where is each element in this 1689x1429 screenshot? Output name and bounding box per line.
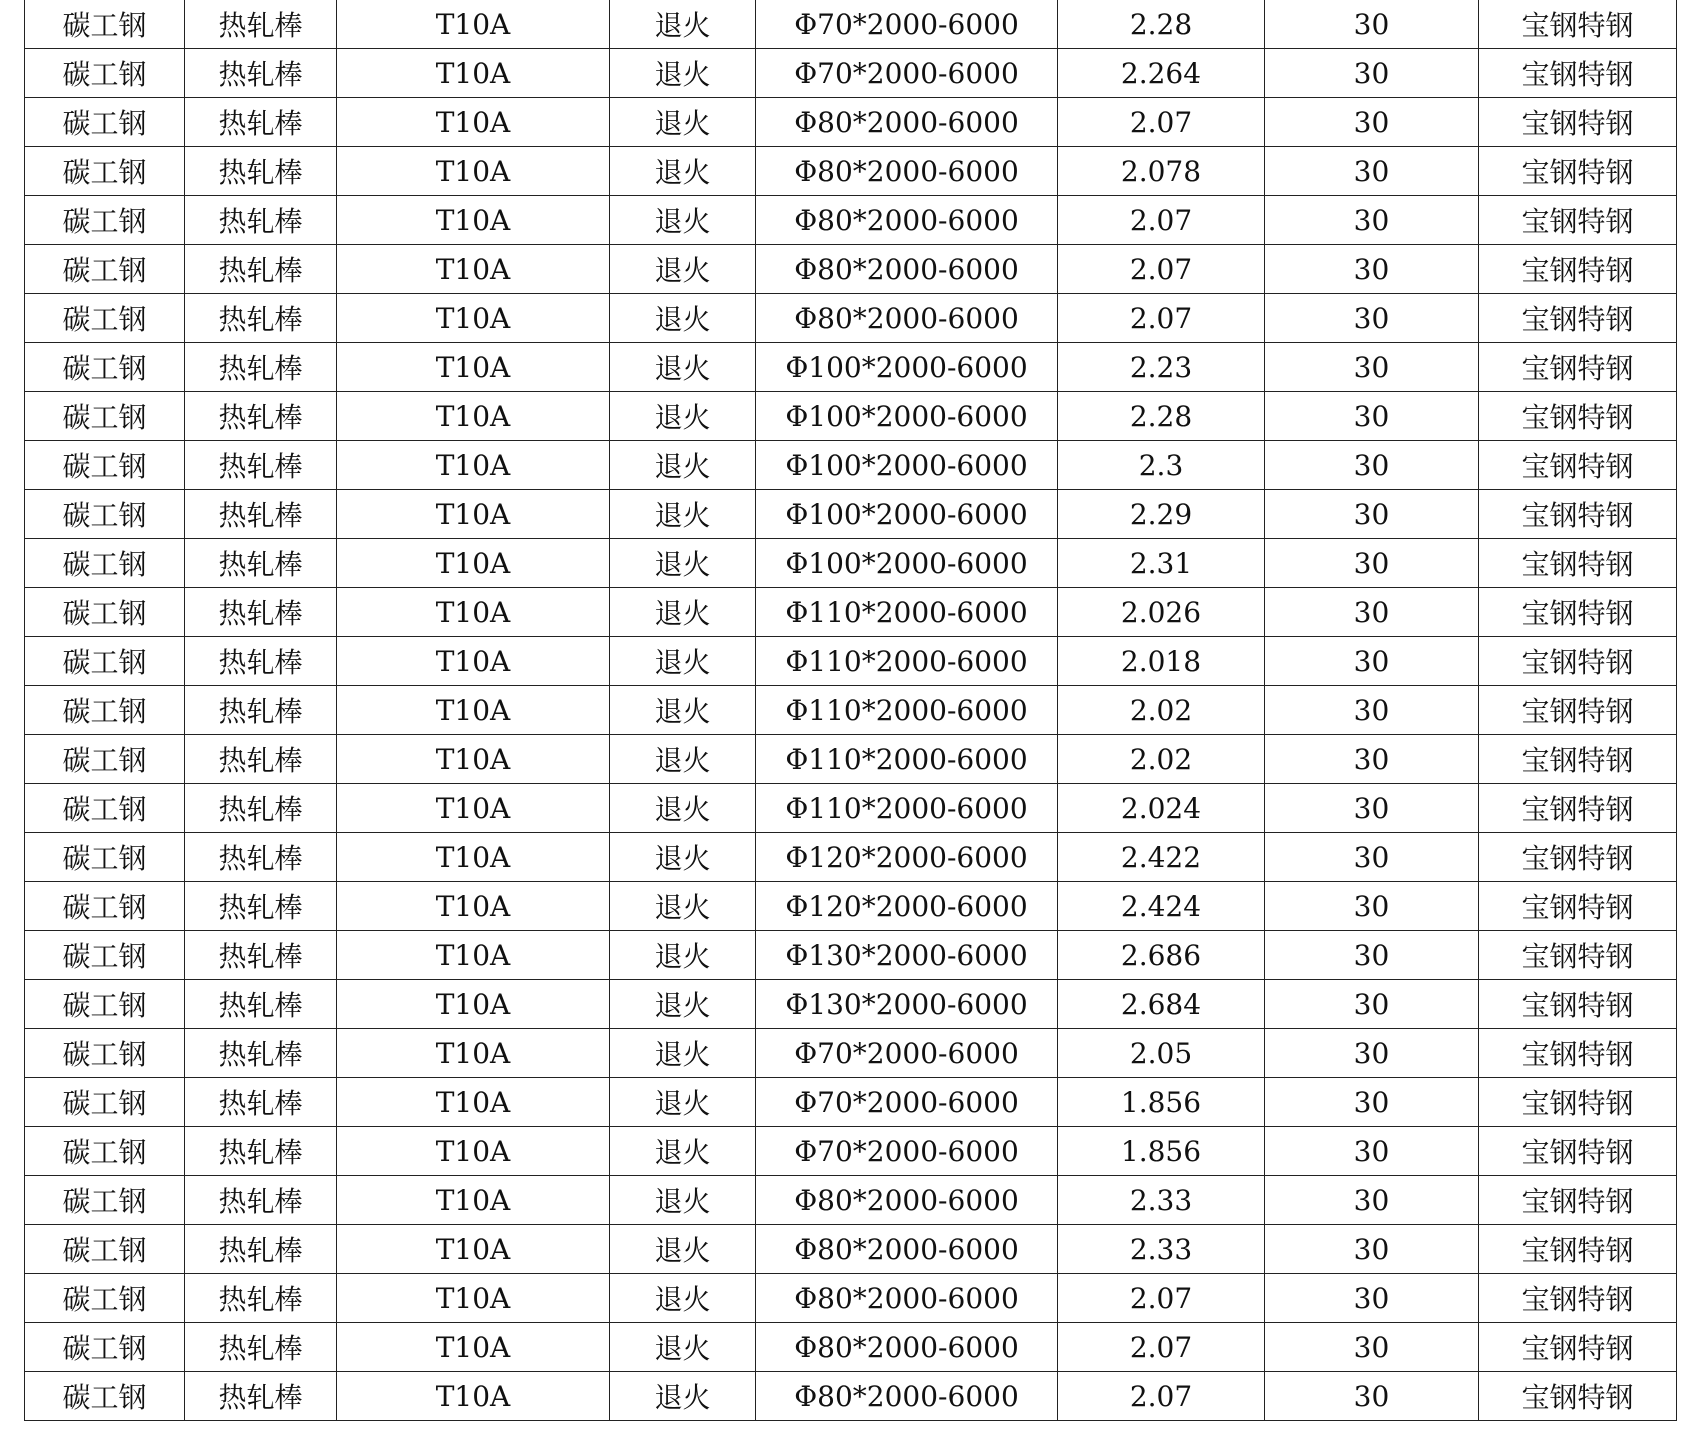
cell-form[interactable]: 热轧棒: [185, 490, 337, 539]
cell-maker[interactable]: 宝钢特钢: [1479, 931, 1677, 980]
cell-value[interactable]: 2.07: [1058, 1323, 1265, 1372]
cell-form[interactable]: 热轧棒: [185, 392, 337, 441]
cell-category[interactable]: 碳工钢: [25, 1127, 185, 1176]
cell-spec[interactable]: Φ80*2000-6000: [756, 196, 1058, 245]
cell-value[interactable]: 2.33: [1058, 1225, 1265, 1274]
cell-form[interactable]: 热轧棒: [185, 1323, 337, 1372]
cell-qty[interactable]: 30: [1265, 343, 1479, 392]
table-row: [25, 1274, 1677, 1323]
cell-grade[interactable]: T10A: [337, 1127, 610, 1176]
cell-spec[interactable]: Φ120*2000-6000: [756, 882, 1058, 931]
cell-treatment[interactable]: 退火: [610, 833, 756, 882]
cell-treatment[interactable]: 退火: [610, 686, 756, 735]
table-row: [25, 637, 1677, 686]
cell-maker[interactable]: 宝钢特钢: [1479, 784, 1677, 833]
cell-value[interactable]: 2.07: [1058, 196, 1265, 245]
cell-grade[interactable]: T10A: [337, 1274, 610, 1323]
cell-maker[interactable]: 宝钢特钢: [1479, 1127, 1677, 1176]
cell-qty[interactable]: 30: [1265, 539, 1479, 588]
cell-category[interactable]: 碳工钢: [25, 539, 185, 588]
cell-spec[interactable]: Φ100*2000-6000: [756, 441, 1058, 490]
cell-category[interactable]: 碳工钢: [25, 1372, 185, 1421]
cell-maker[interactable]: 宝钢特钢: [1479, 735, 1677, 784]
cell-spec[interactable]: Φ130*2000-6000: [756, 980, 1058, 1029]
cell-value[interactable]: 2.28: [1058, 0, 1265, 49]
cell-maker[interactable]: 宝钢特钢: [1479, 637, 1677, 686]
cell-treatment[interactable]: 退火: [610, 245, 756, 294]
cell-form[interactable]: 热轧棒: [185, 294, 337, 343]
cell-value[interactable]: 2.07: [1058, 98, 1265, 147]
table-row: [25, 539, 1677, 588]
table-row: [25, 441, 1677, 490]
cell-qty[interactable]: 30: [1265, 0, 1479, 49]
cell-spec[interactable]: Φ110*2000-6000: [756, 588, 1058, 637]
cell-grade[interactable]: T10A: [337, 1029, 610, 1078]
cell-maker[interactable]: 宝钢特钢: [1479, 1323, 1677, 1372]
cell-treatment[interactable]: 退火: [610, 294, 756, 343]
cell-treatment[interactable]: 退火: [610, 1274, 756, 1323]
cell-value[interactable]: 2.07: [1058, 245, 1265, 294]
table-row: [25, 1127, 1677, 1176]
table-row: [25, 1323, 1677, 1372]
cell-category[interactable]: 碳工钢: [25, 1176, 185, 1225]
cell-category[interactable]: 碳工钢: [25, 196, 185, 245]
table-row: [25, 1029, 1677, 1078]
table-row: [25, 1176, 1677, 1225]
table-row: [25, 931, 1677, 980]
table-row: [25, 0, 1677, 49]
cell-form[interactable]: 热轧棒: [185, 637, 337, 686]
cell-maker[interactable]: 宝钢特钢: [1479, 147, 1677, 196]
table-row: [25, 588, 1677, 637]
cell-form[interactable]: 热轧棒: [185, 0, 337, 49]
cell-category[interactable]: 碳工钢: [25, 833, 185, 882]
cell-treatment[interactable]: 退火: [610, 1323, 756, 1372]
cell-treatment[interactable]: 退火: [610, 1176, 756, 1225]
cell-qty[interactable]: 30: [1265, 392, 1479, 441]
cell-form[interactable]: 热轧棒: [185, 1078, 337, 1127]
table-row: [25, 490, 1677, 539]
cell-grade[interactable]: T10A: [337, 392, 610, 441]
cell-treatment[interactable]: 退火: [610, 0, 756, 49]
cell-spec[interactable]: Φ110*2000-6000: [756, 784, 1058, 833]
cell-form[interactable]: 热轧棒: [185, 686, 337, 735]
cell-spec[interactable]: Φ80*2000-6000: [756, 147, 1058, 196]
table-row: [25, 1225, 1677, 1274]
cell-grade[interactable]: T10A: [337, 196, 610, 245]
cell-qty[interactable]: 30: [1265, 147, 1479, 196]
cell-treatment[interactable]: 退火: [610, 784, 756, 833]
cell-grade[interactable]: T10A: [337, 49, 610, 98]
cell-qty[interactable]: 30: [1265, 245, 1479, 294]
table-row: [25, 343, 1677, 392]
cell-maker[interactable]: 宝钢特钢: [1479, 539, 1677, 588]
cell-maker[interactable]: 宝钢特钢: [1479, 0, 1677, 49]
cell-value[interactable]: 2.05: [1058, 1029, 1265, 1078]
cell-spec[interactable]: Φ110*2000-6000: [756, 686, 1058, 735]
cell-value[interactable]: 2.424: [1058, 882, 1265, 931]
cell-qty[interactable]: 30: [1265, 441, 1479, 490]
cell-grade[interactable]: T10A: [337, 784, 610, 833]
cell-form[interactable]: 热轧棒: [185, 980, 337, 1029]
table-body: [25, 0, 1677, 1421]
cell-qty[interactable]: 30: [1265, 1176, 1479, 1225]
cell-qty[interactable]: 30: [1265, 637, 1479, 686]
cell-category[interactable]: 碳工钢: [25, 980, 185, 1029]
cell-spec[interactable]: Φ80*2000-6000: [756, 245, 1058, 294]
cell-treatment[interactable]: 退火: [610, 441, 756, 490]
cell-form[interactable]: 热轧棒: [185, 196, 337, 245]
cell-form[interactable]: 热轧棒: [185, 49, 337, 98]
cell-treatment[interactable]: 退火: [610, 196, 756, 245]
cell-maker[interactable]: 宝钢特钢: [1479, 1078, 1677, 1127]
cell-spec[interactable]: Φ100*2000-6000: [756, 539, 1058, 588]
cell-qty[interactable]: 30: [1265, 931, 1479, 980]
cell-category[interactable]: 碳工钢: [25, 931, 185, 980]
cell-category[interactable]: 碳工钢: [25, 588, 185, 637]
cell-grade[interactable]: T10A: [337, 980, 610, 1029]
cell-spec[interactable]: Φ80*2000-6000: [756, 1176, 1058, 1225]
cell-value[interactable]: 2.28: [1058, 392, 1265, 441]
cell-maker[interactable]: 宝钢特钢: [1479, 98, 1677, 147]
cell-maker[interactable]: 宝钢特钢: [1479, 343, 1677, 392]
table-row: [25, 1372, 1677, 1421]
cell-spec[interactable]: Φ80*2000-6000: [756, 1274, 1058, 1323]
cell-category[interactable]: 碳工钢: [25, 784, 185, 833]
cell-qty[interactable]: 30: [1265, 1078, 1479, 1127]
cell-spec[interactable]: Φ80*2000-6000: [756, 1372, 1058, 1421]
cell-spec[interactable]: Φ70*2000-6000: [756, 1127, 1058, 1176]
cell-maker[interactable]: 宝钢特钢: [1479, 490, 1677, 539]
cell-category[interactable]: 碳工钢: [25, 735, 185, 784]
cell-category[interactable]: 碳工钢: [25, 49, 185, 98]
table-row: [25, 980, 1677, 1029]
cell-treatment[interactable]: 退火: [610, 735, 756, 784]
table-row: [25, 735, 1677, 784]
cell-value[interactable]: 2.686: [1058, 931, 1265, 980]
cell-qty[interactable]: 30: [1265, 833, 1479, 882]
cell-grade[interactable]: T10A: [337, 637, 610, 686]
cell-form[interactable]: 热轧棒: [185, 735, 337, 784]
cell-value[interactable]: 2.3: [1058, 441, 1265, 490]
table-row: [25, 784, 1677, 833]
cell-category[interactable]: 碳工钢: [25, 1274, 185, 1323]
cell-maker[interactable]: 宝钢特钢: [1479, 980, 1677, 1029]
cell-form[interactable]: 热轧棒: [185, 539, 337, 588]
cell-maker[interactable]: 宝钢特钢: [1479, 49, 1677, 98]
cell-qty[interactable]: 30: [1265, 490, 1479, 539]
cell-qty[interactable]: 30: [1265, 735, 1479, 784]
cell-maker[interactable]: 宝钢特钢: [1479, 294, 1677, 343]
cell-grade[interactable]: T10A: [337, 931, 610, 980]
cell-form[interactable]: 热轧棒: [185, 1225, 337, 1274]
cell-form[interactable]: 热轧棒: [185, 588, 337, 637]
cell-form[interactable]: 热轧棒: [185, 98, 337, 147]
cell-maker[interactable]: 宝钢特钢: [1479, 1372, 1677, 1421]
cell-category[interactable]: 碳工钢: [25, 441, 185, 490]
cell-grade[interactable]: T10A: [337, 441, 610, 490]
cell-category[interactable]: 碳工钢: [25, 294, 185, 343]
cell-treatment[interactable]: 退火: [610, 1029, 756, 1078]
table-row: [25, 392, 1677, 441]
cell-spec[interactable]: Φ100*2000-6000: [756, 343, 1058, 392]
cell-qty[interactable]: 30: [1265, 1323, 1479, 1372]
cell-spec[interactable]: Φ120*2000-6000: [756, 833, 1058, 882]
cell-form[interactable]: 热轧棒: [185, 343, 337, 392]
cell-value[interactable]: 2.07: [1058, 1274, 1265, 1323]
cell-grade[interactable]: T10A: [337, 588, 610, 637]
cell-treatment[interactable]: 退火: [610, 147, 756, 196]
cell-category[interactable]: 碳工钢: [25, 98, 185, 147]
cell-value[interactable]: 1.856: [1058, 1078, 1265, 1127]
cell-qty[interactable]: 30: [1265, 1274, 1479, 1323]
cell-maker[interactable]: 宝钢特钢: [1479, 833, 1677, 882]
cell-qty[interactable]: 30: [1265, 588, 1479, 637]
cell-value[interactable]: 2.018: [1058, 637, 1265, 686]
cell-treatment[interactable]: 退火: [610, 980, 756, 1029]
cell-treatment[interactable]: 退火: [610, 98, 756, 147]
cell-treatment[interactable]: 退火: [610, 882, 756, 931]
table-row: [25, 98, 1677, 147]
cell-maker[interactable]: 宝钢特钢: [1479, 1274, 1677, 1323]
cell-qty[interactable]: 30: [1265, 1127, 1479, 1176]
cell-spec[interactable]: Φ100*2000-6000: [756, 392, 1058, 441]
cell-treatment[interactable]: 退火: [610, 490, 756, 539]
cell-form[interactable]: 热轧棒: [185, 1176, 337, 1225]
cell-grade[interactable]: T10A: [337, 735, 610, 784]
cell-maker[interactable]: 宝钢特钢: [1479, 245, 1677, 294]
cell-category[interactable]: 碳工钢: [25, 1225, 185, 1274]
cell-form[interactable]: 热轧棒: [185, 147, 337, 196]
cell-grade[interactable]: T10A: [337, 1176, 610, 1225]
cell-value[interactable]: 2.078: [1058, 147, 1265, 196]
cell-treatment[interactable]: 退火: [610, 343, 756, 392]
cell-spec[interactable]: Φ70*2000-6000: [756, 0, 1058, 49]
cell-maker[interactable]: 宝钢特钢: [1479, 1176, 1677, 1225]
cell-treatment[interactable]: 退火: [610, 1127, 756, 1176]
cell-value[interactable]: 2.264: [1058, 49, 1265, 98]
cell-maker[interactable]: 宝钢特钢: [1479, 588, 1677, 637]
cell-qty[interactable]: 30: [1265, 784, 1479, 833]
cell-maker[interactable]: 宝钢特钢: [1479, 686, 1677, 735]
spreadsheet: [24, 0, 1677, 1421]
cell-grade[interactable]: T10A: [337, 0, 610, 49]
cell-spec[interactable]: Φ110*2000-6000: [756, 637, 1058, 686]
cell-category[interactable]: 碳工钢: [25, 882, 185, 931]
cell-treatment[interactable]: 退火: [610, 637, 756, 686]
cell-grade[interactable]: T10A: [337, 686, 610, 735]
cell-value[interactable]: 2.422: [1058, 833, 1265, 882]
cell-spec[interactable]: Φ80*2000-6000: [756, 1323, 1058, 1372]
table-row: [25, 294, 1677, 343]
cell-category[interactable]: 碳工钢: [25, 1078, 185, 1127]
cell-qty[interactable]: 30: [1265, 980, 1479, 1029]
cell-form[interactable]: 热轧棒: [185, 882, 337, 931]
table-row: [25, 49, 1677, 98]
cell-category[interactable]: 碳工钢: [25, 1323, 185, 1372]
cell-value[interactable]: 2.23: [1058, 343, 1265, 392]
cell-maker[interactable]: 宝钢特钢: [1479, 196, 1677, 245]
cell-value[interactable]: 2.024: [1058, 784, 1265, 833]
cell-category[interactable]: 碳工钢: [25, 1029, 185, 1078]
cell-category[interactable]: 碳工钢: [25, 637, 185, 686]
table-row: [25, 833, 1677, 882]
cell-form[interactable]: 热轧棒: [185, 1372, 337, 1421]
cell-spec[interactable]: Φ80*2000-6000: [756, 1225, 1058, 1274]
cell-grade[interactable]: T10A: [337, 147, 610, 196]
cell-value[interactable]: 2.02: [1058, 686, 1265, 735]
table-row: [25, 1078, 1677, 1127]
cell-maker[interactable]: 宝钢特钢: [1479, 441, 1677, 490]
cell-treatment[interactable]: 退火: [610, 588, 756, 637]
cell-grade[interactable]: T10A: [337, 343, 610, 392]
cell-form[interactable]: 热轧棒: [185, 245, 337, 294]
cell-form[interactable]: 热轧棒: [185, 784, 337, 833]
cell-grade[interactable]: T10A: [337, 98, 610, 147]
cell-spec[interactable]: Φ70*2000-6000: [756, 1029, 1058, 1078]
cell-value[interactable]: 2.07: [1058, 1372, 1265, 1421]
cell-spec[interactable]: Φ110*2000-6000: [756, 735, 1058, 784]
cell-value[interactable]: 2.026: [1058, 588, 1265, 637]
cell-qty[interactable]: 30: [1265, 882, 1479, 931]
cell-form[interactable]: 热轧棒: [185, 441, 337, 490]
cell-value[interactable]: 2.684: [1058, 980, 1265, 1029]
cell-spec[interactable]: Φ70*2000-6000: [756, 49, 1058, 98]
cell-treatment[interactable]: 退火: [610, 1225, 756, 1274]
cell-treatment[interactable]: 退火: [610, 1078, 756, 1127]
cell-category[interactable]: 碳工钢: [25, 0, 185, 49]
cell-qty[interactable]: 30: [1265, 686, 1479, 735]
cell-grade[interactable]: T10A: [337, 490, 610, 539]
cell-grade[interactable]: T10A: [337, 1323, 610, 1372]
cell-qty[interactable]: 30: [1265, 1225, 1479, 1274]
cell-treatment[interactable]: 退火: [610, 49, 756, 98]
cell-category[interactable]: 碳工钢: [25, 147, 185, 196]
cell-grade[interactable]: T10A: [337, 1372, 610, 1421]
cell-grade[interactable]: T10A: [337, 245, 610, 294]
cell-value[interactable]: 2.02: [1058, 735, 1265, 784]
cell-spec[interactable]: Φ130*2000-6000: [756, 931, 1058, 980]
cell-grade[interactable]: T10A: [337, 1078, 610, 1127]
cell-grade[interactable]: T10A: [337, 294, 610, 343]
cell-qty[interactable]: 30: [1265, 98, 1479, 147]
cell-category[interactable]: 碳工钢: [25, 490, 185, 539]
table-row: [25, 196, 1677, 245]
cell-spec[interactable]: Φ80*2000-6000: [756, 294, 1058, 343]
cell-value[interactable]: 2.29: [1058, 490, 1265, 539]
cell-qty[interactable]: 30: [1265, 196, 1479, 245]
cell-form[interactable]: 热轧棒: [185, 1127, 337, 1176]
cell-qty[interactable]: 30: [1265, 1372, 1479, 1421]
cell-form[interactable]: 热轧棒: [185, 931, 337, 980]
cell-spec[interactable]: Φ70*2000-6000: [756, 1078, 1058, 1127]
cell-treatment[interactable]: 退火: [610, 539, 756, 588]
cell-grade[interactable]: T10A: [337, 1225, 610, 1274]
cell-grade[interactable]: T10A: [337, 833, 610, 882]
cell-treatment[interactable]: 退火: [610, 1372, 756, 1421]
table-row: [25, 882, 1677, 931]
table-row: [25, 245, 1677, 294]
cell-maker[interactable]: 宝钢特钢: [1479, 392, 1677, 441]
cell-form[interactable]: 热轧棒: [185, 1029, 337, 1078]
cell-maker[interactable]: 宝钢特钢: [1479, 1225, 1677, 1274]
cell-category[interactable]: 碳工钢: [25, 245, 185, 294]
cell-qty[interactable]: 30: [1265, 294, 1479, 343]
cell-value[interactable]: 2.07: [1058, 294, 1265, 343]
table-row: [25, 686, 1677, 735]
cell-grade[interactable]: T10A: [337, 539, 610, 588]
cell-value[interactable]: 2.33: [1058, 1176, 1265, 1225]
cell-qty[interactable]: 30: [1265, 1029, 1479, 1078]
cell-form[interactable]: 热轧棒: [185, 1274, 337, 1323]
cell-grade[interactable]: T10A: [337, 882, 610, 931]
steel-stock-table: [24, 0, 1677, 1421]
cell-treatment[interactable]: 退火: [610, 931, 756, 980]
cell-category[interactable]: 碳工钢: [25, 343, 185, 392]
cell-qty[interactable]: 30: [1265, 49, 1479, 98]
cell-maker[interactable]: 宝钢特钢: [1479, 1029, 1677, 1078]
cell-form[interactable]: 热轧棒: [185, 833, 337, 882]
cell-value[interactable]: 1.856: [1058, 1127, 1265, 1176]
cell-category[interactable]: 碳工钢: [25, 392, 185, 441]
cell-treatment[interactable]: 退火: [610, 392, 756, 441]
cell-category[interactable]: 碳工钢: [25, 686, 185, 735]
cell-maker[interactable]: 宝钢特钢: [1479, 882, 1677, 931]
cell-value[interactable]: 2.31: [1058, 539, 1265, 588]
table-row: [25, 147, 1677, 196]
cell-spec[interactable]: Φ80*2000-6000: [756, 98, 1058, 147]
cell-spec[interactable]: Φ100*2000-6000: [756, 490, 1058, 539]
